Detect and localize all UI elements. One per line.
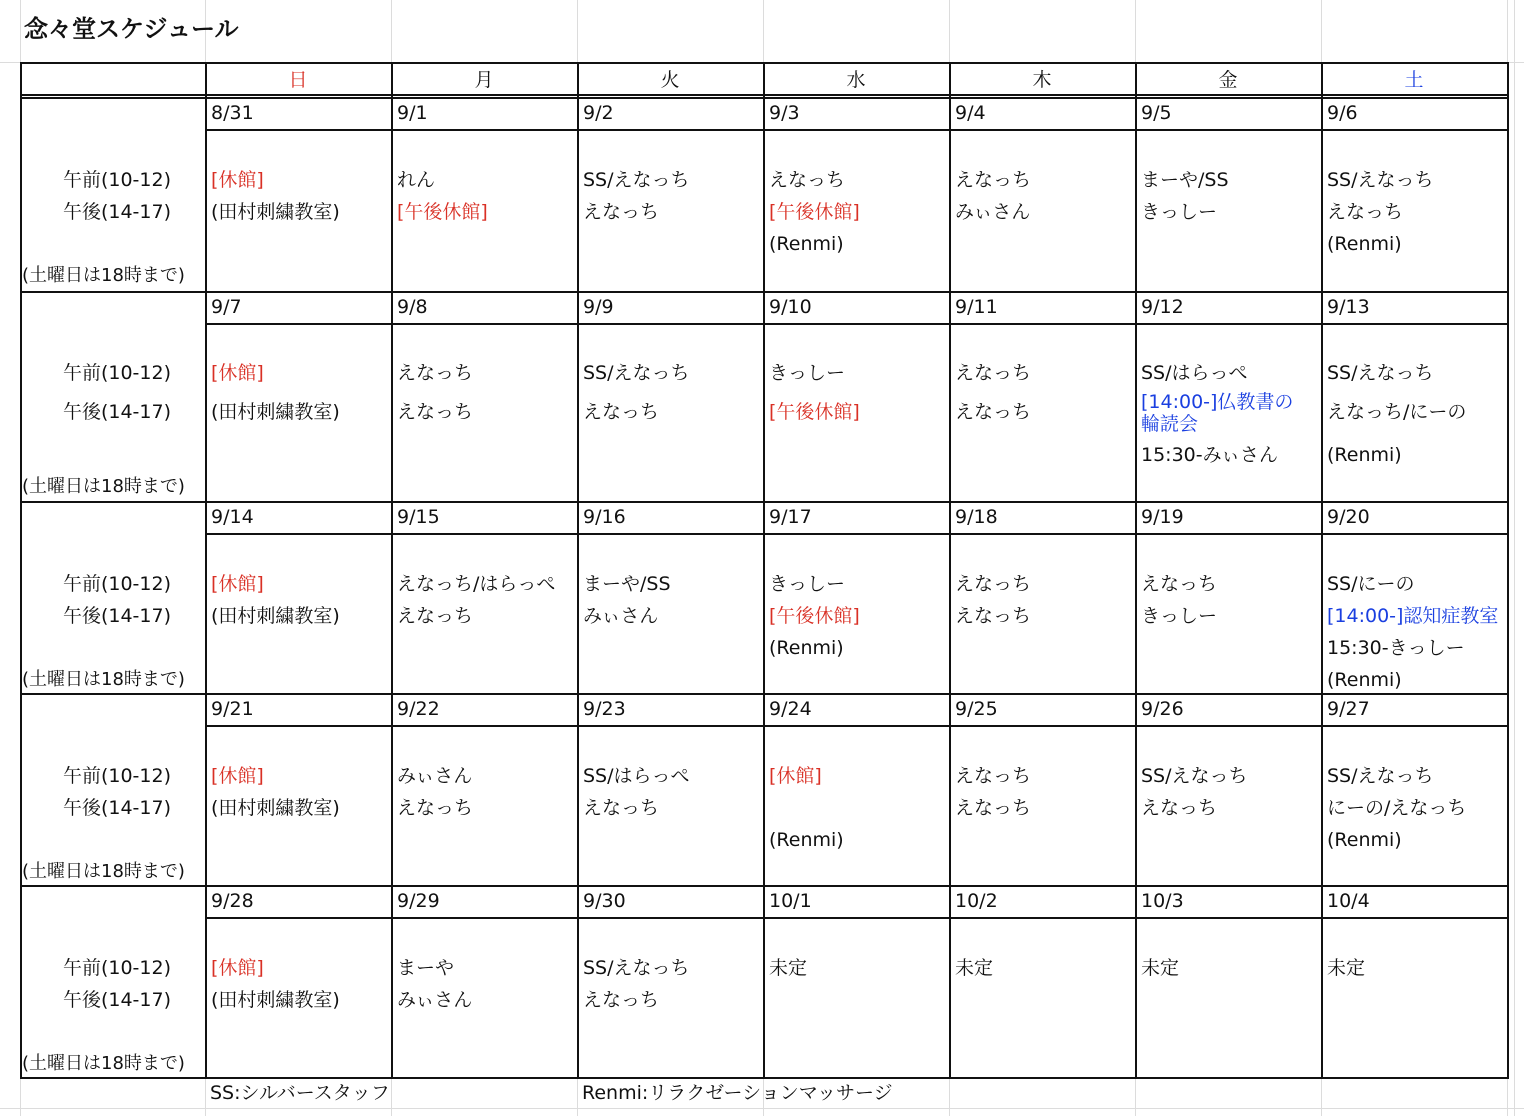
date-cell: 8/31 bbox=[211, 102, 254, 124]
morning-staff: SS/はらっぺ bbox=[583, 765, 690, 787]
afternoon-staff: みぃさん bbox=[955, 201, 1031, 223]
date-cell: 9/12 bbox=[1141, 296, 1184, 318]
table-border bbox=[205, 725, 1509, 727]
day-header-1: 月 bbox=[474, 69, 494, 91]
date-cell: 9/5 bbox=[1141, 102, 1172, 124]
date-cell: 10/1 bbox=[769, 890, 812, 912]
footer-renmi-legend: Renmi:リラクゼーションマッサージ bbox=[582, 1082, 893, 1104]
afternoon-staff: [午後休館] bbox=[769, 605, 860, 627]
label-morning: 午前(10-12) bbox=[62, 573, 172, 595]
date-cell: 9/29 bbox=[397, 890, 440, 912]
table-border bbox=[1507, 62, 1509, 1079]
extra-entry: (Renmi) bbox=[1327, 444, 1402, 466]
extra-entry: (Renmi) bbox=[1327, 233, 1402, 255]
label-saturday-note: (土曜日は18時まで) bbox=[22, 669, 185, 690]
label-afternoon: 午後(14-17) bbox=[62, 989, 172, 1011]
afternoon-staff: (田村刺繍教室) bbox=[211, 797, 340, 819]
date-cell: 9/25 bbox=[955, 698, 998, 720]
table-border bbox=[1321, 62, 1323, 1079]
morning-staff: SS/にーの bbox=[1327, 573, 1415, 595]
afternoon-staff: えなっち bbox=[955, 797, 1032, 819]
label-saturday-note: (土曜日は18時まで) bbox=[22, 265, 185, 286]
page-title: 念々堂スケジュール bbox=[24, 15, 239, 43]
afternoon-staff: きっしー bbox=[1141, 201, 1218, 223]
afternoon-event: [14:00-]仏教書の輪読会 bbox=[1141, 391, 1294, 435]
date-cell: 9/27 bbox=[1327, 698, 1370, 720]
label-saturday-note: (土曜日は18時まで) bbox=[22, 476, 185, 497]
date-cell: 9/10 bbox=[769, 296, 812, 318]
afternoon-staff: [午後休館] bbox=[397, 201, 488, 223]
morning-staff: えなっち bbox=[1141, 573, 1218, 595]
footer-ss-legend: SS:シルバースタッフ bbox=[210, 1082, 390, 1104]
afternoon-staff: (田村刺繍教室) bbox=[211, 401, 340, 423]
date-cell: 10/2 bbox=[955, 890, 998, 912]
morning-staff: えなっち bbox=[955, 362, 1032, 384]
table-border bbox=[205, 533, 1509, 535]
morning-staff: えなっち bbox=[955, 169, 1032, 191]
afternoon-staff: えなっち bbox=[955, 401, 1032, 423]
day-header-4: 木 bbox=[1032, 69, 1052, 91]
afternoon-staff: えなっち bbox=[397, 605, 474, 627]
date-cell: 9/30 bbox=[583, 890, 626, 912]
morning-staff: 未定 bbox=[1141, 957, 1180, 979]
label-afternoon: 午後(14-17) bbox=[62, 201, 172, 223]
morning-staff: みぃさん bbox=[397, 765, 473, 787]
date-cell: 9/19 bbox=[1141, 506, 1184, 528]
morning-staff: SS/えなっち bbox=[583, 957, 690, 979]
date-cell: 9/14 bbox=[211, 506, 254, 528]
afternoon-staff: きっしー bbox=[1141, 605, 1218, 627]
date-cell: 9/7 bbox=[211, 296, 242, 318]
label-morning: 午前(10-12) bbox=[62, 169, 172, 191]
afternoon-staff: [14:00-]認知症教室 bbox=[1327, 605, 1499, 627]
label-afternoon: 午後(14-17) bbox=[62, 797, 172, 819]
grid-hline bbox=[0, 1108, 1524, 1109]
day-header-3: 水 bbox=[846, 69, 866, 91]
date-cell: 9/8 bbox=[397, 296, 428, 318]
afternoon-staff: (田村刺繍教室) bbox=[211, 201, 340, 223]
day-header-5: 金 bbox=[1218, 69, 1238, 91]
morning-staff: SS/はらっぺ bbox=[1141, 362, 1248, 384]
morning-staff: えなっち bbox=[397, 362, 474, 384]
afternoon-staff: えなっち bbox=[397, 401, 474, 423]
table-border bbox=[20, 1077, 1509, 1079]
table-border bbox=[20, 291, 1509, 293]
table-border bbox=[577, 62, 579, 1079]
extra-entry: (Renmi) bbox=[769, 233, 844, 255]
table-border bbox=[763, 62, 765, 1079]
morning-staff: 未定 bbox=[769, 957, 808, 979]
morning-staff: えなっち bbox=[769, 169, 846, 191]
date-cell: 9/3 bbox=[769, 102, 800, 124]
date-cell: 9/4 bbox=[955, 102, 986, 124]
date-cell: 9/21 bbox=[211, 698, 254, 720]
label-morning: 午前(10-12) bbox=[62, 957, 172, 979]
date-cell: 10/4 bbox=[1327, 890, 1370, 912]
date-cell: 9/16 bbox=[583, 506, 626, 528]
extra-entry: (Renmi) bbox=[769, 829, 844, 851]
morning-staff: [休館] bbox=[211, 573, 264, 595]
morning-staff: SS/えなっち bbox=[1327, 169, 1434, 191]
table-border bbox=[20, 501, 1509, 503]
morning-staff: [休館] bbox=[211, 362, 264, 384]
afternoon-staff: えなっち bbox=[583, 797, 660, 819]
date-cell: 9/6 bbox=[1327, 102, 1358, 124]
afternoon-staff: (田村刺繍教室) bbox=[211, 605, 340, 627]
morning-staff: えなっち/はらっぺ bbox=[397, 573, 556, 595]
label-morning: 午前(10-12) bbox=[62, 765, 172, 787]
day-header-0: 日 bbox=[288, 69, 308, 91]
day-header-2: 火 bbox=[660, 69, 680, 91]
afternoon-staff: みぃさん bbox=[583, 605, 659, 627]
morning-staff: まーや bbox=[397, 957, 455, 979]
morning-staff: きっしー bbox=[769, 362, 846, 384]
afternoon-staff: みぃさん bbox=[397, 989, 473, 1011]
date-cell: 9/2 bbox=[583, 102, 614, 124]
afternoon-staff: えなっち bbox=[583, 201, 660, 223]
afternoon-staff: えなっち bbox=[397, 797, 474, 819]
date-cell: 9/1 bbox=[397, 102, 428, 124]
morning-staff: SS/えなっち bbox=[583, 169, 690, 191]
table-border bbox=[205, 917, 1509, 919]
date-cell: 9/24 bbox=[769, 698, 812, 720]
morning-staff: えなっち bbox=[955, 573, 1032, 595]
grid-vline bbox=[1514, 0, 1515, 1116]
afternoon-staff: [午後休館] bbox=[769, 401, 860, 423]
afternoon-staff: (田村刺繍教室) bbox=[211, 989, 340, 1011]
date-cell: 9/20 bbox=[1327, 506, 1370, 528]
morning-staff: SS/えなっち bbox=[1327, 362, 1434, 384]
date-cell: 9/9 bbox=[583, 296, 614, 318]
extra-entry: 15:30-みぃさん bbox=[1141, 444, 1279, 466]
date-cell: 9/13 bbox=[1327, 296, 1370, 318]
morning-staff: えなっち bbox=[955, 765, 1032, 787]
morning-staff: [休館] bbox=[211, 169, 264, 191]
label-morning: 午前(10-12) bbox=[62, 362, 172, 384]
extra-entry: (Renmi) bbox=[769, 637, 844, 659]
morning-staff: 未定 bbox=[1327, 957, 1366, 979]
morning-staff: まーや/SS bbox=[583, 573, 671, 595]
afternoon-staff: [午後休館] bbox=[769, 201, 860, 223]
extra-entry: 15:30-きっしー bbox=[1327, 637, 1465, 659]
date-cell: 10/3 bbox=[1141, 890, 1184, 912]
afternoon-staff: えなっち bbox=[583, 989, 660, 1011]
date-cell: 9/15 bbox=[397, 506, 440, 528]
morning-staff: [休館] bbox=[211, 765, 264, 787]
label-afternoon: 午後(14-17) bbox=[62, 401, 172, 423]
morning-staff: [休館] bbox=[769, 765, 822, 787]
afternoon-staff: にーの/えなっち bbox=[1327, 797, 1467, 819]
morning-staff: [休館] bbox=[211, 957, 264, 979]
afternoon-staff: えなっち bbox=[583, 401, 660, 423]
date-cell: 9/22 bbox=[397, 698, 440, 720]
afternoon-staff: えなっち bbox=[1141, 797, 1218, 819]
morning-staff: SS/えなっち bbox=[1327, 765, 1434, 787]
table-border bbox=[205, 323, 1509, 325]
table-border bbox=[391, 62, 393, 1079]
table-border bbox=[949, 62, 951, 1079]
label-saturday-note: (土曜日は18時まで) bbox=[22, 861, 185, 882]
date-cell: 9/28 bbox=[211, 890, 254, 912]
label-saturday-note: (土曜日は18時まで) bbox=[22, 1053, 185, 1074]
table-border bbox=[20, 885, 1509, 887]
afternoon-staff: えなっち/にーの bbox=[1327, 401, 1467, 423]
afternoon-staff: えなっち bbox=[955, 605, 1032, 627]
extra-entry: (Renmi) bbox=[1327, 829, 1402, 851]
morning-staff: 未定 bbox=[955, 957, 994, 979]
extra-entry: (Renmi) bbox=[1327, 669, 1402, 691]
date-cell: 9/26 bbox=[1141, 698, 1184, 720]
morning-staff: まーや/SS bbox=[1141, 169, 1229, 191]
day-header-6: 土 bbox=[1404, 69, 1424, 91]
morning-staff: SS/えなっち bbox=[1141, 765, 1248, 787]
table-border bbox=[1135, 62, 1137, 1079]
label-afternoon: 午後(14-17) bbox=[62, 605, 172, 627]
morning-staff: きっしー bbox=[769, 573, 846, 595]
date-cell: 9/18 bbox=[955, 506, 998, 528]
date-cell: 9/11 bbox=[955, 296, 998, 318]
date-cell: 9/17 bbox=[769, 506, 812, 528]
table-border bbox=[205, 129, 1509, 131]
table-border bbox=[20, 693, 1509, 695]
afternoon-staff: えなっち bbox=[1327, 201, 1404, 223]
date-cell: 9/23 bbox=[583, 698, 626, 720]
morning-staff: れん bbox=[397, 169, 436, 191]
morning-staff: SS/えなっち bbox=[583, 362, 690, 384]
